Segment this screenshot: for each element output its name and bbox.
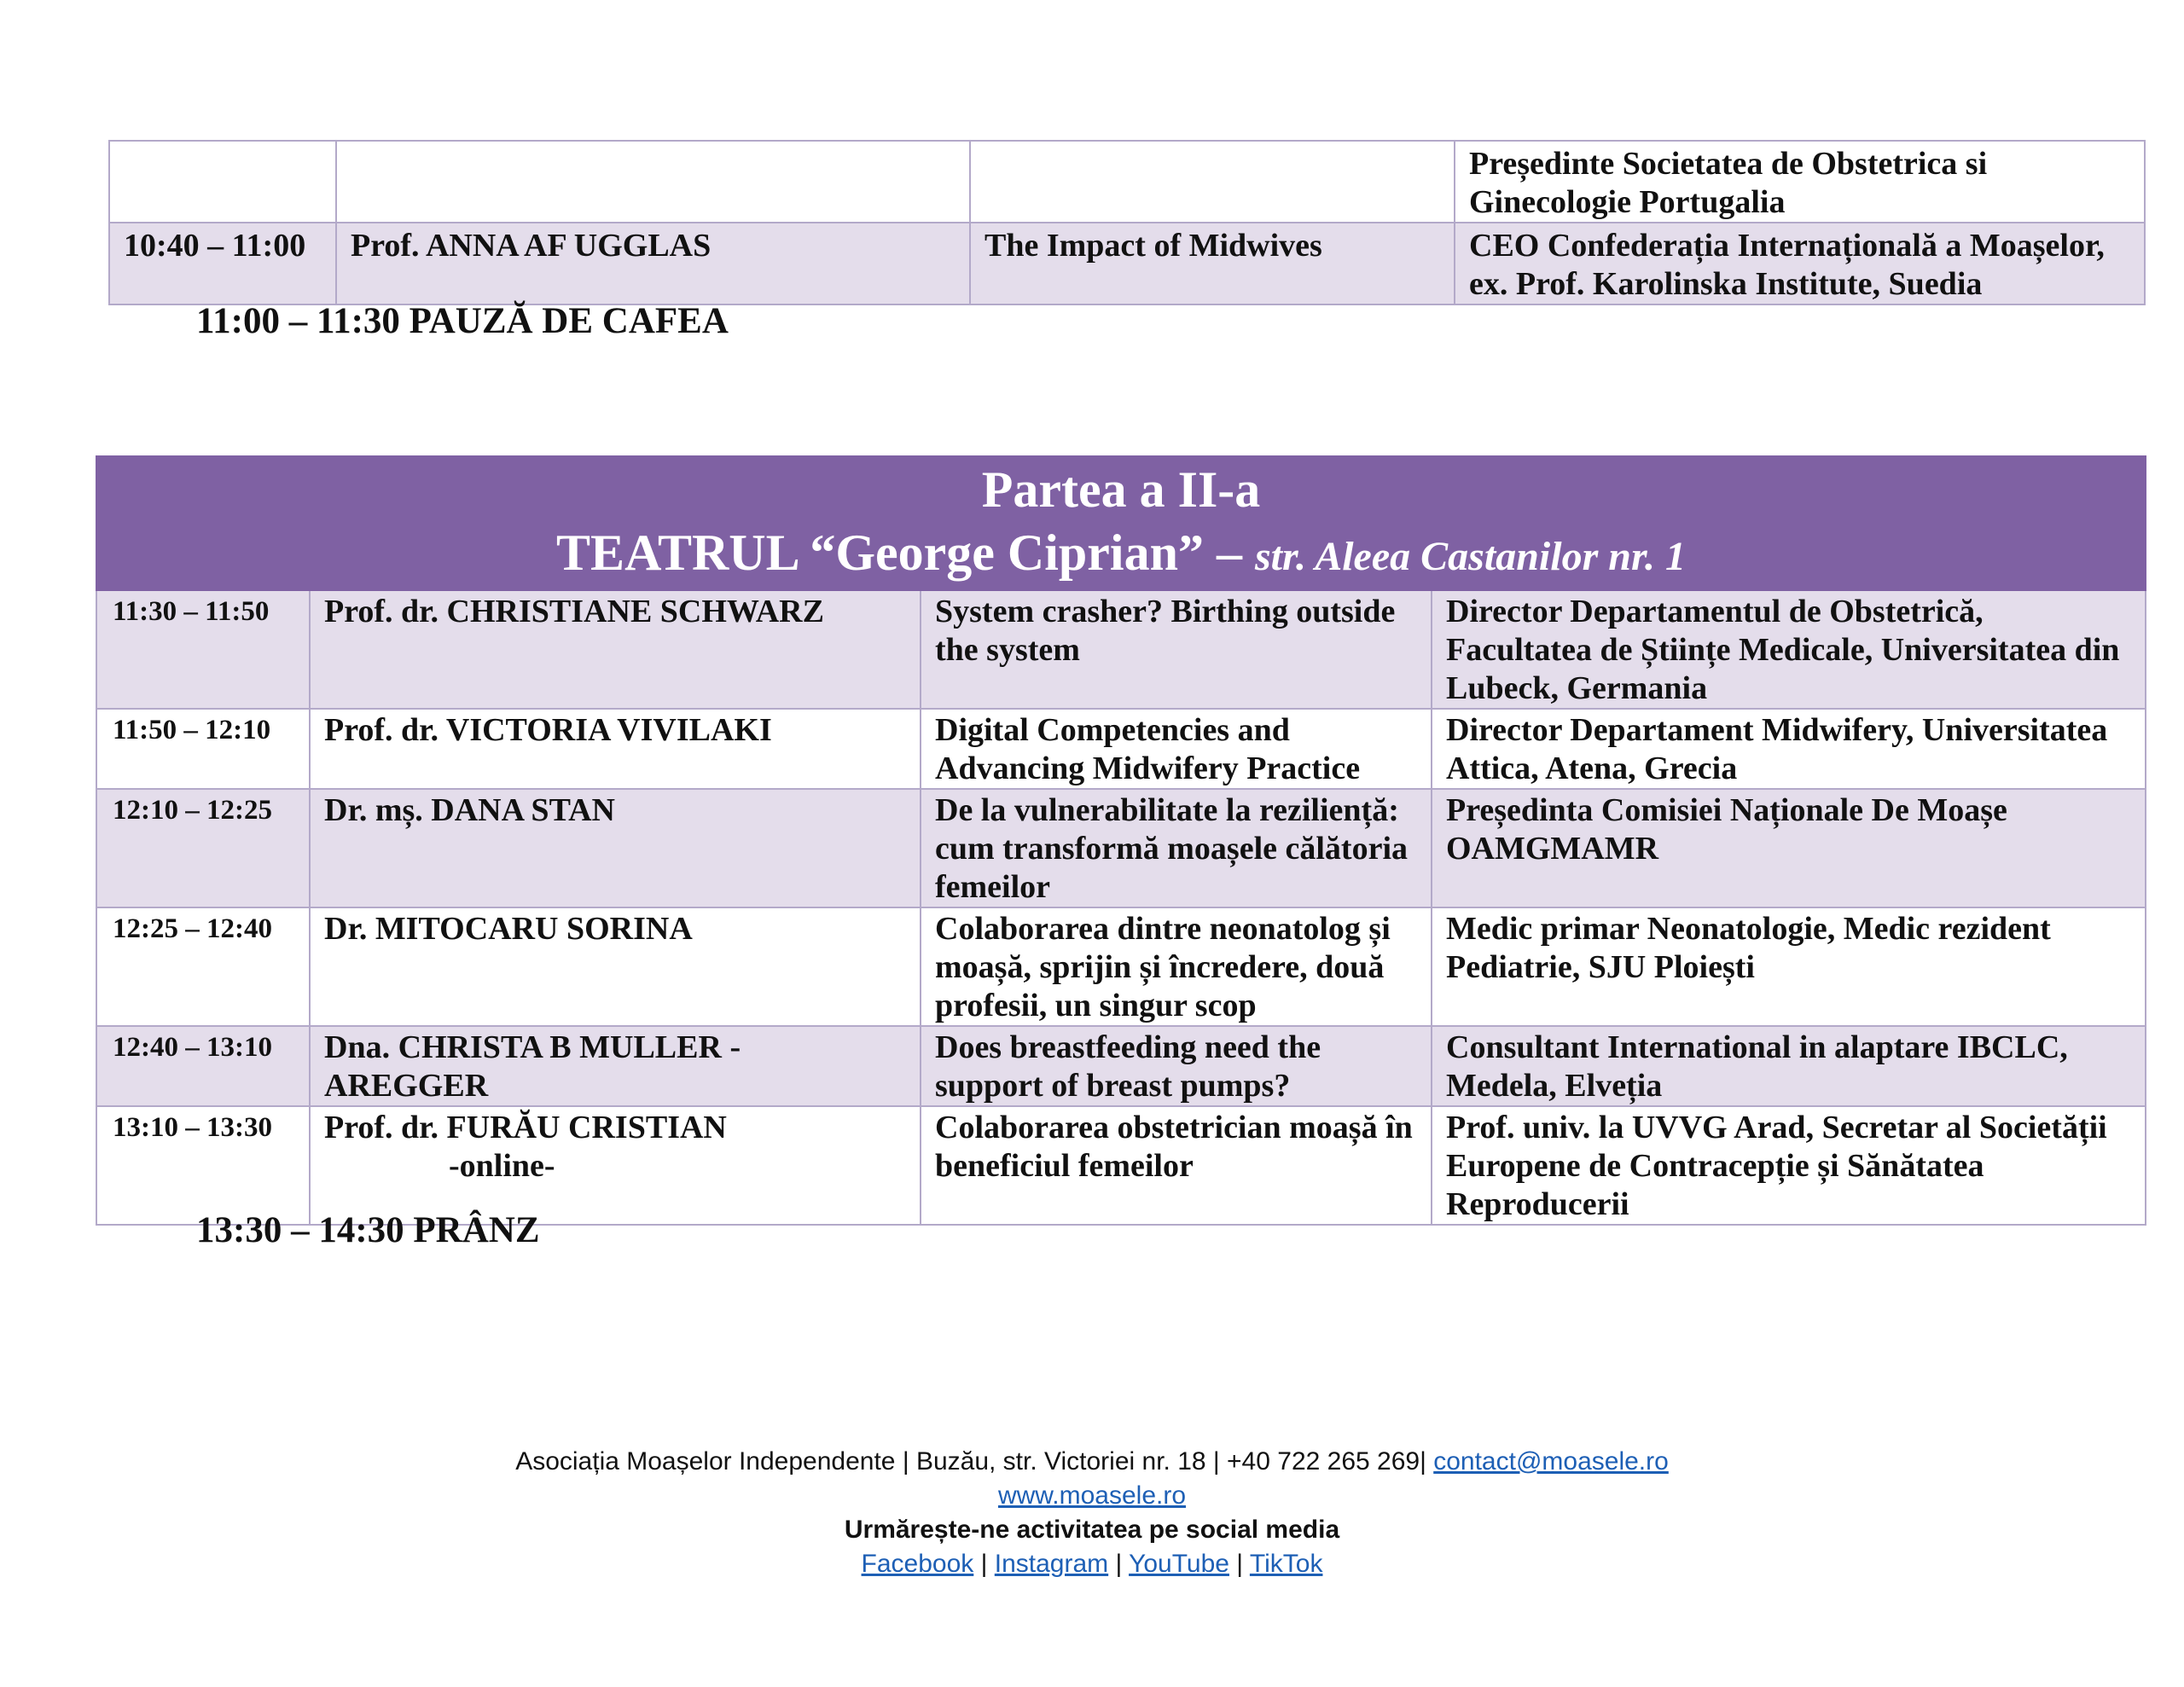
table-row [96, 590, 2146, 709]
youtube-link[interactable]: YouTube [1129, 1550, 1229, 1578]
part2-header-row [96, 456, 2146, 590]
time-cell [109, 141, 336, 223]
speaker-cell: Prof. ANNA AF UGGLAS [336, 223, 970, 304]
footer-address-line [0, 1445, 2184, 1479]
speaker-cell: Dr. mș. DANA STAN [310, 789, 921, 907]
separator: | [1108, 1550, 1130, 1578]
role-cell: Director Departamentul de Obstetrică, Facultatea de Științe Medicale, Universitatea din Lubeck, Germania [1432, 590, 2146, 709]
online-note: -online- [449, 1148, 555, 1184]
venue-line [97, 520, 2145, 589]
table-row [96, 1106, 2146, 1225]
time-cell: 12:40 – 13:10 [96, 1026, 310, 1106]
topic-cell: De la vulnerabilitate la reziliență: cum transformă moașele călătoria femeilor [921, 789, 1432, 907]
coffee-break-label: 11:00 – 11:30 PAUZĂ DE CAFEA [196, 301, 729, 341]
speaker-cell: Dna. CHRISTA B MULLER - AREGGER [310, 1026, 921, 1106]
role-cell: Medic primar Neonatologie, Medic rezident Pediatrie, SJU Ploiești [1432, 907, 2146, 1026]
venue-name: TEATRUL “George Ciprian” – [556, 525, 1255, 581]
facebook-link[interactable]: Facebook [861, 1550, 974, 1578]
speaker-cell [336, 141, 970, 223]
part2-title: Partea a II-a [981, 461, 1261, 518]
table-row [96, 1026, 2146, 1106]
speaker-cell: Prof. dr. VICTORIA VIVILAKI [310, 709, 921, 789]
separator: | [1228, 1550, 1250, 1578]
topic-cell: Digital Competencies and Advancing Midwifery Practice [921, 709, 1432, 789]
venue-address: str. Aleea Castanilor nr. 1 [1254, 534, 1686, 579]
social-links [0, 1547, 2184, 1581]
role-cell: Prof. univ. la UVVG Arad, Secretar al Societății Europene de Contracepție și Sănătatea Reproducerii [1432, 1106, 2146, 1225]
time-cell: 12:25 – 12:40 [96, 907, 310, 1026]
instagram-link[interactable]: Instagram [994, 1550, 1109, 1578]
lunch-label: 13:30 – 14:30 PRÂNZ [196, 1210, 540, 1250]
table-row [109, 141, 2145, 223]
topic-cell: The Impact of Midwives [970, 223, 1455, 304]
role-cell: Director Departament Midwifery, Universitatea Attica, Atena, Grecia [1432, 709, 2146, 789]
topic-cell: Colaborarea dintre neonatolog și moașă, sprijin și încredere, două profesii, un singur scop [921, 907, 1432, 1026]
part2-schedule-table [96, 455, 2146, 1226]
time-cell: 10:40 – 11:00 [109, 223, 336, 304]
role-cell: Președinte Societatea de Obstetrica si Ginecologie Portugalia [1455, 141, 2145, 223]
footer-address: Asociația Moașelor Independente | Buzău, str. Victoriei nr. 18 | +40 722 265 269| [515, 1447, 1434, 1475]
tiktok-link[interactable]: TikTok [1249, 1550, 1323, 1578]
topic-cell: System crasher? Birthing outside the system [921, 590, 1432, 709]
footer-website-line [0, 1479, 2184, 1513]
topic-cell: Colaborarea obstetrician moașă în beneficiul femeilor [921, 1106, 1432, 1225]
time-cell: 11:30 – 11:50 [96, 590, 310, 709]
table-row [96, 907, 2146, 1026]
top-schedule-table [108, 140, 2146, 305]
speaker-cell: Dr. MITOCARU SORINA [310, 907, 921, 1026]
role-cell: CEO Confederația Internațională a Moașelor, ex. Prof. Karolinska Institute, Suedia [1455, 223, 2145, 304]
part2-header [96, 456, 2146, 590]
email-link[interactable]: contact@moasele.ro [1433, 1447, 1669, 1475]
separator: | [973, 1550, 995, 1578]
table-row [109, 223, 2145, 304]
speaker-cell: Prof. dr. CHRISTIANE SCHWARZ [310, 590, 921, 709]
table-row [96, 709, 2146, 789]
topic-cell [970, 141, 1455, 223]
topic-cell: Does breastfeeding need the support of breast pumps? [921, 1026, 1432, 1106]
role-cell: Consultant International in alaptare IBCLC, Medela, Elveția [1432, 1026, 2146, 1106]
table-row [96, 789, 2146, 907]
time-cell: 12:10 – 12:25 [96, 789, 310, 907]
role-cell: Președinta Comisiei Naționale De Moașe OAMGMAMR [1432, 789, 2146, 907]
speaker-cell [310, 1106, 921, 1225]
social-heading: Urmărește-ne activitatea pe social media [844, 1516, 1340, 1544]
time-cell: 13:10 – 13:30 [96, 1106, 310, 1225]
speaker-name: Prof. dr. FURĂU CRISTIAN [324, 1110, 727, 1145]
footer [0, 1445, 2184, 1581]
website-link[interactable]: www.moasele.ro [997, 1481, 1187, 1510]
time-cell: 11:50 – 12:10 [96, 709, 310, 789]
